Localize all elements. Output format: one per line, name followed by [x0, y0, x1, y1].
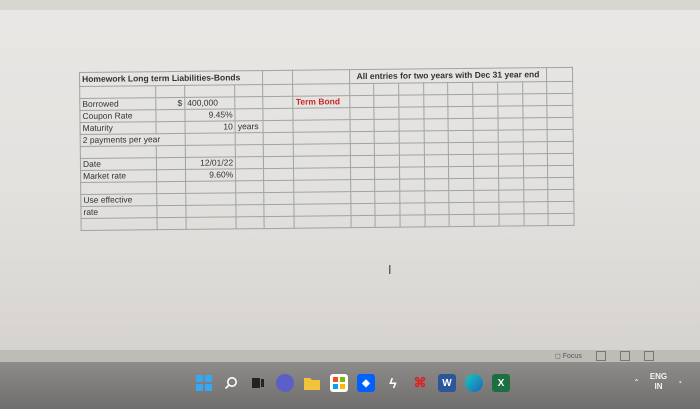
store-icon[interactable] — [330, 374, 348, 392]
coupon-rate-label[interactable]: Coupon Rate — [80, 110, 156, 123]
maturity-label[interactable]: Maturity — [80, 122, 156, 135]
thunder-icon[interactable]: ϟ — [389, 375, 397, 391]
effective-rate-label-1[interactable]: Use effective — [81, 194, 157, 207]
wifi-icon[interactable]: ◔ — [677, 377, 682, 387]
status-bar — [555, 350, 654, 362]
focus-button[interactable]: ◻ Focus — [555, 353, 582, 360]
task-view-icon[interactable] — [249, 374, 267, 392]
screen-top-edge — [0, 0, 700, 10]
market-rate-label[interactable]: Market rate — [81, 170, 157, 183]
currency-symbol[interactable]: $ — [156, 97, 185, 109]
entries-note[interactable]: All entries for two years with Dec 31 year end — [349, 68, 547, 84]
chat-icon[interactable] — [276, 374, 294, 392]
read-mode-icon[interactable] — [644, 351, 654, 361]
dropbox-icon[interactable]: ◆ — [357, 374, 375, 392]
word-icon[interactable] — [438, 374, 456, 392]
date-label[interactable]: Date — [80, 158, 156, 171]
excel-letter: X — [497, 377, 505, 389]
focus-label: Focus — [562, 353, 582, 360]
market-rate-value[interactable]: 9.60% — [185, 169, 235, 182]
borrowed-value[interactable]: 400,000 — [185, 97, 235, 110]
cell[interactable] — [262, 70, 293, 84]
coupon-rate-value[interactable]: 9.45% — [185, 109, 235, 122]
borrowed-label[interactable]: Borrowed — [80, 98, 156, 111]
lang-line-1: ENG — [649, 372, 668, 381]
chevron-up-icon[interactable]: ⌃ — [633, 377, 640, 387]
maturity-unit[interactable]: years — [235, 121, 263, 133]
edge-icon[interactable] — [465, 374, 483, 392]
acrobat-icon[interactable]: ⌘ — [413, 375, 427, 390]
term-bond-label[interactable]: Term Bond — [293, 96, 349, 109]
date-value[interactable]: 12/01/22 — [185, 157, 235, 170]
spreadsheet-grid — [79, 67, 575, 231]
file-explorer-icon[interactable] — [303, 374, 321, 392]
language-indicator[interactable] — [650, 372, 667, 392]
excel-icon[interactable] — [492, 374, 510, 392]
taskbar — [0, 362, 700, 409]
lang-line-2: IN — [654, 382, 663, 391]
cell[interactable] — [547, 67, 573, 81]
text-cursor-icon: I — [388, 263, 392, 277]
maturity-value[interactable]: 10 — [185, 121, 235, 134]
sheet-title[interactable]: Homework Long term Liabilities-Bonds — [80, 71, 263, 87]
windows-start-icon[interactable] — [195, 374, 213, 392]
web-layout-icon[interactable] — [620, 351, 630, 361]
print-layout-icon[interactable] — [596, 351, 606, 361]
cell[interactable] — [293, 70, 349, 85]
effective-rate-label-2[interactable]: rate — [81, 206, 157, 219]
word-letter: W — [442, 377, 452, 389]
search-icon[interactable] — [222, 374, 240, 392]
payments-label[interactable]: 2 payments per year — [80, 133, 185, 146]
